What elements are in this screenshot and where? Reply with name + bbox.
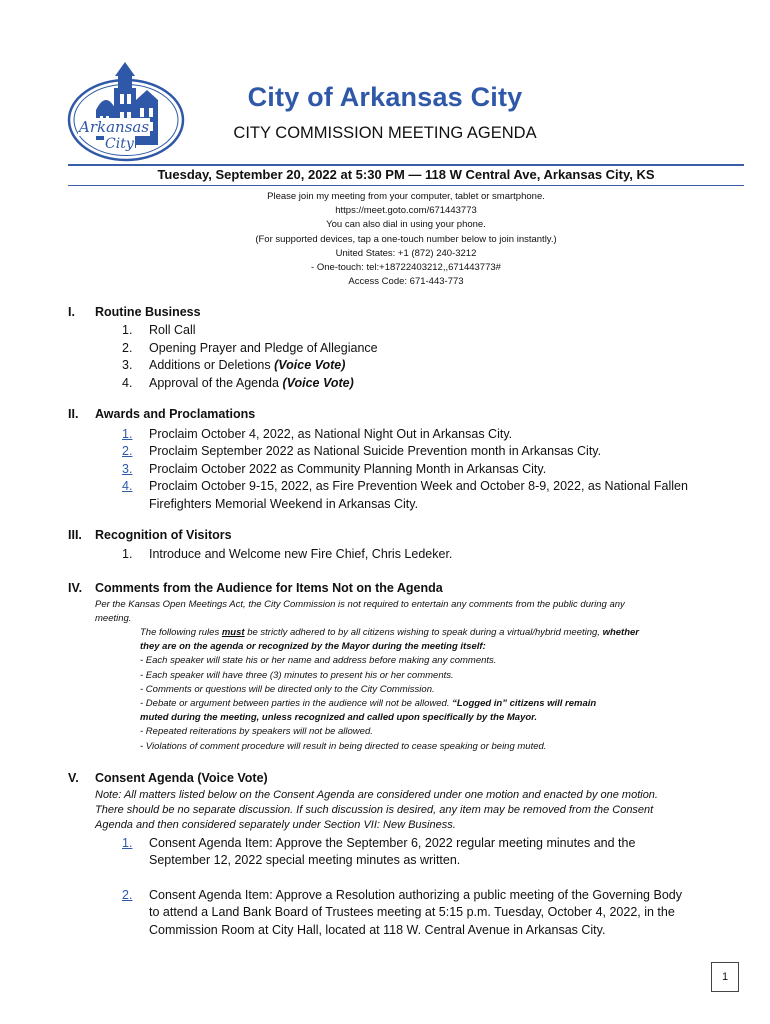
note-line: Agenda and then considered separately under Section VII: New Business.: [95, 819, 456, 831]
page-subtitle: CITY COMMISSION MEETING AGENDA: [233, 124, 537, 142]
rule-bullet: - Each speaker will state his or her name and address before making any comments.: [140, 655, 497, 667]
item-text: Approval of the Agenda (Voice Vote): [149, 376, 354, 390]
item-number: 3.: [122, 358, 133, 372]
item-text: Consent Agenda Item: Approve a Resolution authorizing a public meeting of the Governing Body: [149, 888, 682, 902]
rule-bullet: - Each speaker will have three (3) minutes to present his or her comments.: [140, 669, 454, 681]
note-line: Note: All matters listed below on the Consent Agenda are considered under one motion and enacted by one motion.: [95, 789, 658, 801]
page-number: 1: [711, 962, 739, 992]
item-link-number[interactable]: 1.: [122, 427, 133, 441]
item-link-number[interactable]: 2.: [122, 888, 133, 902]
voice-vote-label: (Voice Vote): [282, 376, 354, 390]
join-line: Please join my meeting from your computer, tablet or smartphone.: [267, 191, 545, 202]
logo-text-1: Arkansas: [79, 118, 150, 136]
item-text: Proclaim October 9-15, 2022, as Fire Prevention Week and October 8-9, 2022, as National Fallen: [149, 479, 688, 493]
item-number: 1.: [122, 323, 133, 337]
voice-vote-label: (Voice Vote): [274, 358, 346, 372]
section-number: II.: [68, 407, 79, 421]
item-text: Proclaim October 4, 2022, as National Night Out in Arkansas City.: [149, 427, 513, 441]
item-link-number[interactable]: 4.: [122, 479, 133, 493]
join-link[interactable]: https://meet.goto.com/671443773: [335, 205, 477, 217]
join-access-code: Access Code: 671-443-773: [348, 276, 464, 288]
join-one-touch: - One-touch: tel:+18722403212,,671443773#: [311, 261, 501, 273]
rule-bullet-cont: muted during the meeting, unless recognized and called upon specifically by the Mayor.: [140, 712, 537, 724]
item-text: to attend a Land Bank Board of Trustees meeting at 5:15 p.m. Tuesday, October 4, 2022, in the: [149, 905, 675, 919]
section-title: Recognition of Visitors: [95, 528, 232, 542]
join-line: (For supported devices, tap a one-touch number below to join instantly.): [255, 233, 557, 245]
join-line: You can also dial in using your phone.: [326, 219, 486, 231]
item-text: Additions or Deletions (Voice Vote): [149, 358, 346, 372]
meeting-date-line: Tuesday, September 20, 2022 at 5:30 PM — 118 W Central Ave, Arkansas City, KS: [157, 167, 655, 182]
note-line: Per the Kansas Open Meetings Act, the City Commission is not required to entertain any comments from the public during any: [95, 599, 625, 610]
section-title: Consent Agenda (Voice Vote): [95, 771, 268, 785]
item-text: Proclaim October 2022 as Community Planning Month in Arkansas City.: [149, 462, 547, 476]
item-text: Consent Agenda Item: Approve the September 6, 2022 regular meeting minutes and the: [149, 836, 636, 850]
city-logo: [66, 60, 190, 164]
speaking-rules: [140, 626, 700, 754]
item-number: 2.: [122, 341, 133, 355]
item-link-number[interactable]: 1.: [122, 836, 133, 850]
logo-text-2: City: [105, 136, 134, 152]
item-text: September 12, 2022 special meeting minutes as written.: [149, 853, 461, 867]
item-text: Proclaim September 2022 as National Suicide Prevention month in Arkansas City.: [149, 444, 602, 458]
item-link-number[interactable]: 3.: [122, 462, 133, 476]
note-line: meeting.: [95, 613, 132, 625]
rule-bullet: - Violations of comment procedure will result in being directed to cease speaking or being muted.: [140, 740, 547, 752]
join-instructions: [68, 190, 744, 289]
section-number: I.: [68, 305, 75, 319]
consent-note: [95, 788, 705, 833]
item-text: Introduce and Welcome new Fire Chief, Chris Ledeker.: [149, 547, 453, 561]
section-number: III.: [68, 528, 82, 542]
note-line: There should be no separate discussion. If such discussion is desired, any item may be removed from the Consent: [95, 804, 654, 816]
rule-bullet: - Comments or questions will be directed only to the City Commission.: [140, 683, 435, 695]
item-number: 1.: [122, 547, 133, 561]
item-text: Firefighters Memorial Weekend in Arkansas City.: [149, 497, 419, 511]
section-number: IV.: [68, 581, 83, 595]
rule-bullet: - Debate or argument between parties in the audience will not be allowed. “Logged in” citizens will remain: [140, 698, 597, 710]
header-rule-top: [68, 164, 744, 166]
section-title: Awards and Proclamations: [95, 407, 256, 421]
rules-intro-cont: they are on the agenda or recognized by the Mayor during the meeting itself:: [140, 641, 486, 653]
item-link-number[interactable]: 2.: [122, 444, 133, 458]
rule-bullet: - Repeated reiterations by speakers will not be allowed.: [140, 726, 373, 738]
section-title: Comments from the Audience for Items Not on the Agenda: [95, 581, 443, 595]
section-title: Routine Business: [95, 305, 201, 319]
item-text: Roll Call: [149, 323, 196, 337]
section-number: V.: [68, 771, 79, 785]
item-text: Commission Room at City Hall, located at 118 W. Central Avenue in Arkansas City.: [149, 923, 606, 937]
header-rule-bottom: [68, 185, 744, 186]
koma-note: [95, 598, 705, 626]
item-text: Opening Prayer and Pledge of Allegiance: [149, 341, 378, 355]
item-number: 4.: [122, 376, 133, 390]
rules-intro: The following rules must be strictly adhered to by all citizens wishing to speak during a virtual/hybrid meeting, whether: [140, 627, 640, 638]
join-phone: United States: +1 (872) 240-3212: [335, 247, 477, 259]
page-title: City of Arkansas City: [247, 82, 523, 112]
